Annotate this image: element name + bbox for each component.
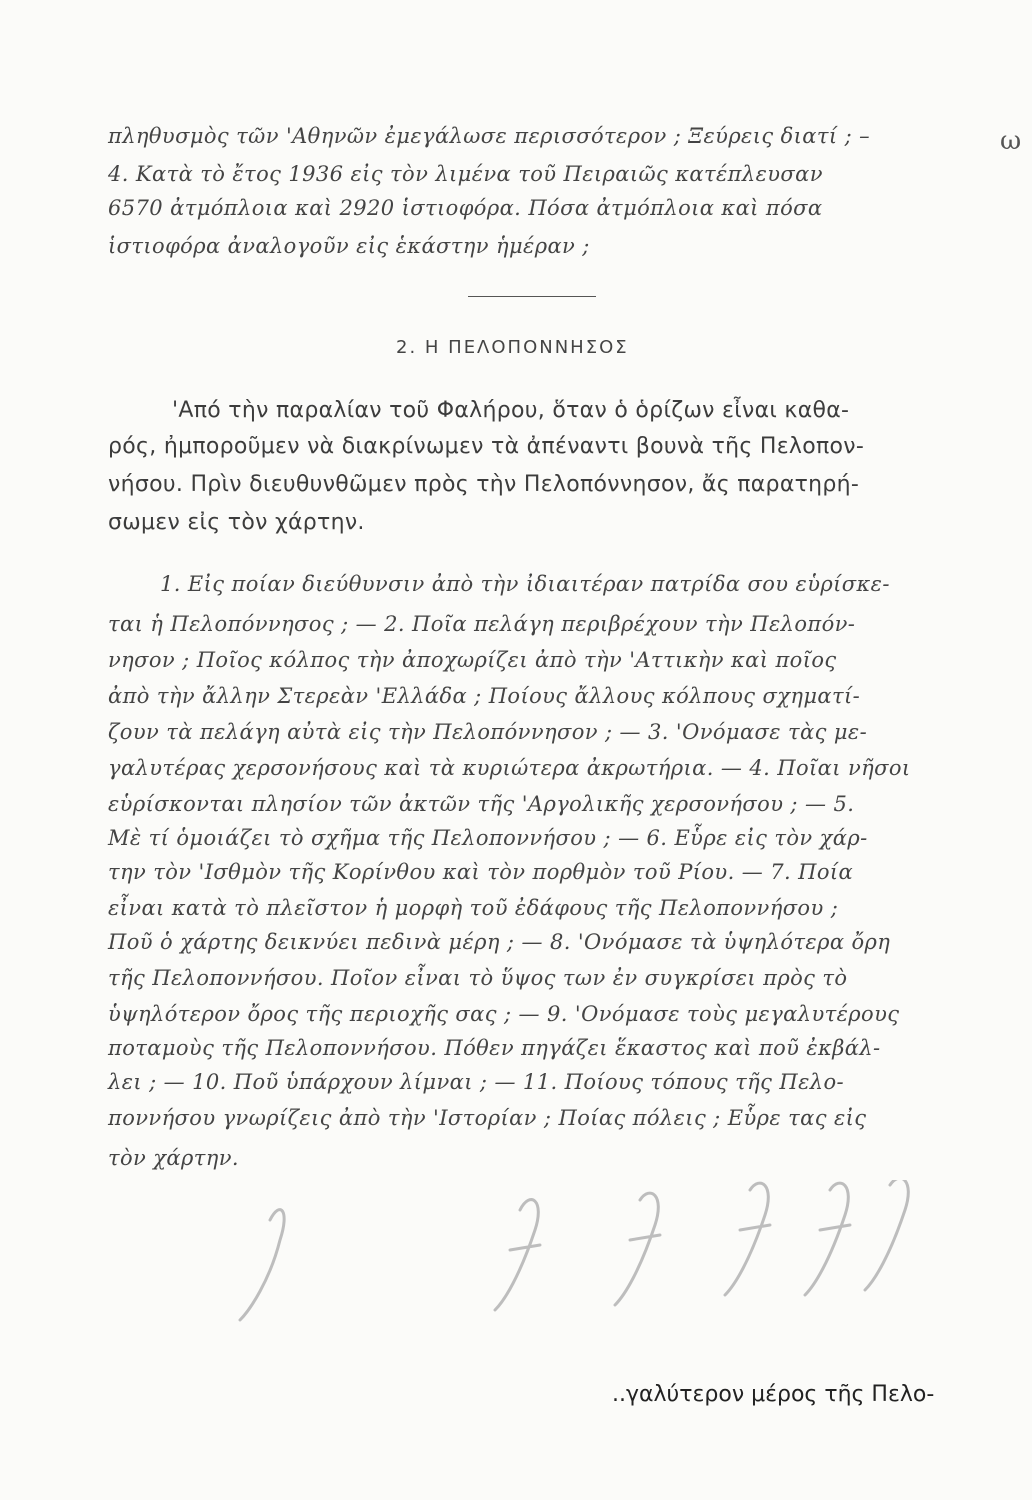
intro-line-4: σωμεν εἰς τὸν χάρτην. <box>108 510 365 535</box>
question-line-13: ὑψηλότερον ὄρος τῆς περιοχῆς σας ; — 9. 'Ονόμασε τοὺς μεγαλυτέρους <box>108 1002 900 1026</box>
section-divider <box>468 296 596 297</box>
top-line-1: πληθυσμὸς τῶν 'Αθηνῶν ἐμεγάλωσε περισσότερον ; Ξεύρεις διατί ; – <box>108 124 871 148</box>
question-line-10: εἶναι κατὰ τὸ πλεῖστον ἡ μορφὴ τοῦ ἐδάφους τῆς Πελοποννήσου ; <box>108 896 839 920</box>
handwriting-scribble <box>220 1180 920 1340</box>
top-line-4: ἱστιοφόρα ἀναλογοῦν εἰς ἑκάστην ἡμέραν ; <box>108 234 590 258</box>
question-line-1: 1. Εἰς ποίαν διεύθυνσιν ἀπὸ τὴν ἰδιαιτέραν πατρίδα σου εὑρίσκε- <box>160 572 890 596</box>
question-line-11: Ποῦ ὁ χάρτης δεικνύει πεδινὰ μέρη ; — 8. 'Ονόμασε τὰ ὑψηλότερα ὄρη <box>108 930 891 954</box>
question-line-3: νησον ; Ποῖος κόλπος τὴν ἀποχωρίζει ἀπὸ τὴν 'Αττικὴν καὶ ποῖος <box>108 648 837 672</box>
question-line-16: ποννήσου γνωρίζεις ἀπὸ τὴν 'Ιστορίαν ; Ποίας πόλεις ; Εὗρε τας εἰς <box>108 1106 867 1130</box>
section-heading: 2. Η ΠΕΛΟΠΟΝΝΗΣΟΣ <box>396 337 629 358</box>
question-line-4: ἀπὸ τὴν ἄλλην Στερεὰν 'Ελλάδα ; Ποίους ἄλλους κόλπους σχηματί- <box>108 684 861 708</box>
question-line-2: ται ἡ Πελοπόννησος ; — 2. Ποῖα πελάγη περιβρέχουν τὴν Πελοπόν- <box>108 612 856 636</box>
question-line-12: τῆς Πελοποννήσου. Ποῖον εἶναι τὸ ὕψος των ἐν συγκρίσει πρὸς τὸ <box>108 966 848 990</box>
question-line-6: γαλυτέρας χερσονήσους καὶ τὰ κυριώτερα ἀκρωτήρια. — 4. Ποῖαι νῆσοι <box>108 756 911 780</box>
top-line-2: 4. Κατὰ τὸ ἔτος 1936 εἰς τὸν λιμένα τοῦ Πειραιῶς κατέπλευσαν <box>108 162 823 186</box>
intro-line-2: ρός, ἠμποροῦμεν νὰ διακρίνωμεν τὰ ἀπέναντι βουνὰ τῆς Πελοπον- <box>108 434 865 459</box>
question-line-17: τὸν χάρτην. <box>108 1146 239 1170</box>
intro-line-3: νήσου. Πρὶν διευθυνθῶμεν πρὸς τὴν Πελοπόννησον, ἄς παρατηρή- <box>108 472 860 497</box>
top-line-3: 6570 ἀτμόπλοια καὶ 2920 ἱστιοφόρα. Πόσα ἀτμόπλοια καὶ πόσα <box>108 196 823 220</box>
question-line-9: την τὸν 'Ισθμὸν τῆς Κορίνθου καὶ τὸν πορθμὸν τοῦ Ρίου. — 7. Ποία <box>108 860 854 884</box>
question-line-7: εὑρίσκονται πλησίον τῶν ἀκτῶν τῆς 'Αργολικῆς χερσονήσου ; — 5. <box>108 792 855 816</box>
bottom-page-fragment: ..γαλύτερον μέρος τῆς Πελο- <box>612 1382 935 1407</box>
question-line-5: ζουν τὰ πελάγη αὐτὰ εἰς τὴν Πελοπόννησον ; — 3. 'Ονόμασε τὰς με- <box>108 720 868 744</box>
question-line-15: λει ; — 10. Ποῦ ὑπάρχουν λίμναι ; — 11. Ποίους τόπους τῆς Πελο- <box>108 1070 845 1094</box>
margin-handwritten-mark: ω <box>1000 126 1022 156</box>
question-line-8: Μὲ τί ὁμοιάζει τὸ σχῆμα τῆς Πελοποννήσου ; — 6. Εὗρε εἰς τὸν χάρ- <box>108 826 868 850</box>
intro-line-1: 'Από τὴν παραλίαν τοῦ Φαλήρου, ὅταν ὁ ὁρίζων εἶναι καθα- <box>172 398 850 423</box>
question-line-14: ποταμοὺς τῆς Πελοποννήσου. Πόθεν πηγάζει ἕκαστος καὶ ποῦ ἐκβάλ- <box>108 1036 881 1060</box>
